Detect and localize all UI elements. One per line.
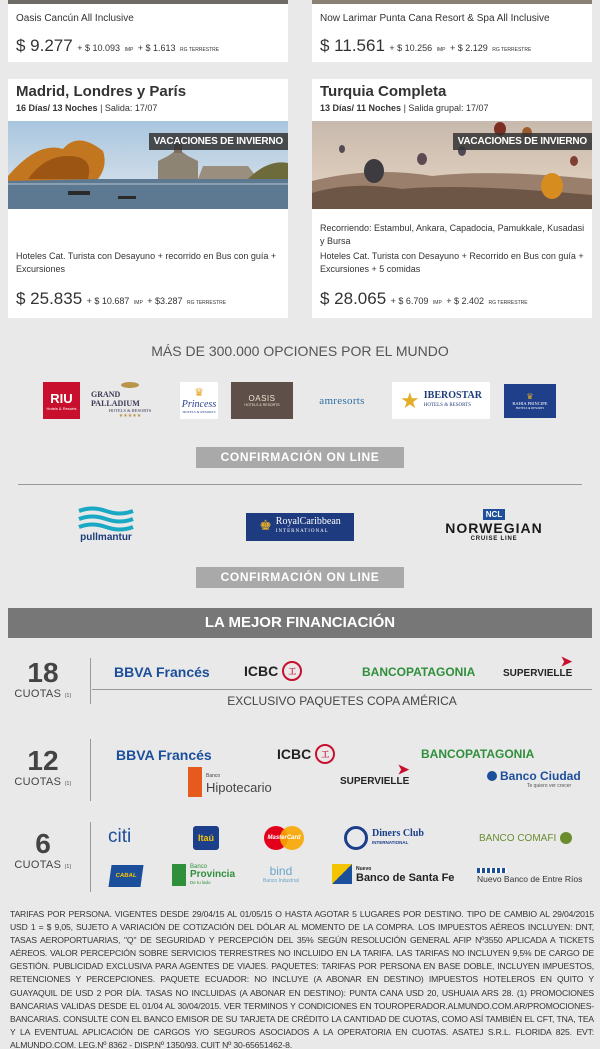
- comafi-emblem-icon: [560, 832, 572, 844]
- price-extra-terrestre: + $3.287: [147, 296, 183, 306]
- banco-patagonia-logo[interactable]: BANCOPATAGONIA: [362, 665, 476, 679]
- price-line: [320, 36, 531, 56]
- hotel-photo-strip: [8, 0, 288, 4]
- tour-card-turquia[interactable]: [312, 79, 592, 318]
- diners-emblem-icon: [344, 826, 368, 850]
- amresorts-logo[interactable]: amresorts: [319, 394, 365, 407]
- hotel-name: Now Larimar Punta Cana Resort & Spa All Inclusive: [320, 13, 550, 24]
- price-extra-terrestre: + $ 1.613: [137, 43, 176, 53]
- tour-description: Hoteles Cat. Turista con Desayuno + Recorrido en Bus con guía + Excursiones + 5 comidas: [320, 251, 584, 274]
- divider: [18, 484, 582, 485]
- citi-logo[interactable]: citi: [108, 826, 132, 847]
- tour-title: Madrid, Londres y París: [16, 83, 187, 100]
- royal-caribbean-logo[interactable]: ♚ RoyalCaribbean INTERNATIONAL: [246, 513, 354, 541]
- banco-hipotecario-logo[interactable]: Banco Hipotecario: [188, 767, 272, 797]
- banco-patagonia-logo[interactable]: BANCOPATAGONIA: [421, 747, 535, 761]
- oasis-logo[interactable]: OASIS HOTELS & RESORTS: [231, 382, 293, 419]
- princess-crown-icon: ♛: [194, 386, 204, 399]
- bbva-frances-logo[interactable]: BBVA Francés: [116, 747, 212, 763]
- iberostar-star-icon: ★: [400, 387, 420, 413]
- price: $ 28.065: [320, 289, 387, 308]
- ciudad-emblem-icon: [487, 771, 497, 781]
- supervielle-arrow-icon: ➤: [397, 761, 410, 777]
- tour-duration: 16 Días/ 13 Noches: [16, 103, 98, 113]
- price-imp-label: IMP: [432, 300, 442, 306]
- cuotas-6: 6 CUOTAS (1): [14, 828, 72, 871]
- grand-palladium-logo[interactable]: GRAND PALLADIUM HOTELS & RESORTS ★★★★★: [91, 382, 169, 419]
- tour-subtitle: [320, 103, 488, 113]
- norwegian-logo[interactable]: NCL NORWEGIAN CRUISE LINE: [445, 509, 543, 542]
- bahia-crown-icon: ♛: [526, 391, 534, 401]
- bbva-frances-logo[interactable]: BBVA Francés: [114, 664, 210, 680]
- santa-fe-emblem-icon: [332, 864, 352, 884]
- divider-vertical: [90, 739, 91, 801]
- tour-title: Turquia Completa: [320, 83, 447, 100]
- price-extra-tax: + $ 6.709: [390, 296, 429, 306]
- provincia-emblem-icon: [172, 864, 186, 886]
- price: $ 9.277: [16, 36, 73, 55]
- confirmacion-online-banner[interactable]: CONFIRMACIÓN ON LINE: [196, 567, 404, 588]
- diners-club-logo[interactable]: Diners Club INTERNATIONAL: [344, 826, 424, 850]
- price-extra-terrestre: + $ 2.129: [449, 43, 488, 53]
- price-rg-label: RG TERRESTRE: [492, 47, 532, 53]
- itau-logo[interactable]: Itaú: [193, 826, 219, 850]
- bind-logo[interactable]: bind Banco Industrial: [263, 864, 299, 884]
- exclusive-note: EXCLUSIVO PAQUETES COPA AMÉRICA: [227, 694, 457, 708]
- tour-photo: [8, 121, 288, 209]
- icbc-logo[interactable]: ICBC 工: [277, 744, 335, 764]
- confirmacion-online-banner[interactable]: CONFIRMACIÓN ON LINE: [196, 447, 404, 468]
- cuotas-18: 18 CUOTAS (1): [14, 657, 72, 700]
- icbc-emblem-icon: 工: [282, 661, 302, 681]
- price-rg-label: RG TERRESTRE: [180, 47, 220, 53]
- price-extra-tax: + $ 10.093: [77, 43, 120, 53]
- price-line: [320, 289, 528, 309]
- divider-vertical: [90, 822, 91, 892]
- nuevo-banco-entre-rios-logo[interactable]: Nuevo Banco de Entre Ríos: [477, 868, 582, 884]
- price-rg-label: RG TERRESTRE: [488, 300, 528, 306]
- banco-comafi-logo[interactable]: BANCO COMAFI: [479, 832, 572, 844]
- tour-route: Recorriendo: Estambul, Ankara, Capadocia, Pamukkale, Kusadasi y Bursa: [320, 223, 585, 246]
- hotel-name: Oasis Cancún All Inclusive: [16, 13, 134, 24]
- banco-ciudad-logo[interactable]: Banco Ciudad Te quiero ver crecer: [487, 769, 581, 789]
- entre-rios-emblem-icon: [477, 868, 507, 873]
- price-extra-terrestre: + $ 2.402: [446, 296, 485, 306]
- hotel-card-oasis[interactable]: [8, 0, 288, 62]
- vacaciones-badge: VACACIONES DE INVIERNO: [149, 133, 288, 150]
- mastercard-logo[interactable]: MasterCard: [264, 826, 304, 850]
- price: $ 25.835: [16, 289, 83, 308]
- price-rg-label: RG TERRESTRE: [186, 300, 227, 306]
- pullmantur-logo[interactable]: pullmantur: [75, 503, 137, 545]
- palladium-stars: ★★★★★: [118, 414, 142, 419]
- iberostar-logo[interactable]: ★ IBEROSTAR HOTELS & RESORTS: [392, 382, 490, 419]
- price-extra-tax: + $ 10.687: [86, 296, 130, 306]
- cabal-logo[interactable]: CABAL: [108, 865, 143, 887]
- price-imp-label: IMP: [133, 300, 143, 306]
- divider-vertical: [90, 658, 91, 704]
- riu-logo[interactable]: RIU Hotels & Resorts: [43, 382, 80, 419]
- tour-departure: | Salida grupal: 17/07: [403, 103, 489, 113]
- financing-header: LA MEJOR FINANCIACIÓN: [8, 608, 592, 638]
- banco-provincia-logo[interactable]: Banco Provincia De tu lado: [172, 863, 235, 887]
- cuotas-12: 12 CUOTAS (1): [14, 745, 72, 788]
- options-title: MÁS DE 300.000 OPCIONES POR EL MUNDO: [151, 343, 449, 359]
- palladium-emblem-icon: [121, 382, 139, 388]
- icbc-logo[interactable]: ICBC 工: [244, 661, 302, 681]
- pullmantur-waves-icon: [77, 506, 135, 532]
- legal-footnote: TARIFAS POR PERSONA. VIGENTES DESDE 29/04/15 AL 01/05/15 O HASTA AGOTAR 5 LUGARES POR DESTINO. TIPO DE CAMBIO AL 29/04/2015 USD 1 = $ 9,05, SUJETO A VARIACIÓN DE COTIZACIÓN DEL DÓLAR AL MOMENTO DE LA COMPRA. LOS IMPUESTOS AÉREOS INCLUYEN: DNT, TASAS AEROPORTUARIAS, "Q" DE SEGURIDAD Y PERCEPCIÓN DEL 35% SEGÚN RESOLUCIÓN GENERAL AFIP Nº3550 APLICADA A TICKETS AÉREOS. VALOR PERCEPCIÓN SOBRE SERVICIOS TERRESTRES NO INCLUIDO EN LA TARIFA. LAS TARIFAS NO INCLUYEN 9,5% DE CARGO DE GESTIÓN. PUBLICIDAD EXCLUSIVA PARA AGENTES DE VIAJES. PAQUETES: TARIFAS POR PERSONA EN BASE DOBLE, INCLUYEN IMPUESTOS, RETENCIONES Y PERCEPCIONES. PAQUETE ECUADOR: NO INCLUYE (A ABONAR EN DESTINO) IMPUESTOS HOTELEROS EN QUITO Y GUAYAQUIL DE USD 2 POR DÍA. TASAS NO INCLUIDAS (A ABONAR EN DESTINO): PUNTA CANA USD 20, USHUAIA ARS 28. (1) PROMOCIONES BANCARIAS VALIDAS DESDE EL 01/04 AL 30/04/2015. VER TERMINOS Y CONDICIONES EN TOUROPERADOR.ALMUNDO.COM.AR/PROMOCIONES-BANCARIAS. CONSULTE CON EL BANCO EMISOR DE SU TARJETA DE CRÉDITO LA CANTIDAD DE CUOTAS, COMO ASÍ TAMBIÉN EL CFT, TNA, TEA Y LA EVENTUAL APLICACIÓN DE CARGOS Y/O SEGUROS ASOCIADOS A LA OPERATORIA EN CUOTAS. ASATEJ S.R.L. FLORIDA 825. EVT: ALMUNDO.COM. LEG.Nº 8362 - DISP.Nº 1350/93. CUIT Nº 30-65651462-8.: [10, 909, 594, 1049]
- vacaciones-badge: VACACIONES DE INVIERNO: [453, 133, 592, 150]
- divider: [92, 689, 592, 690]
- hotel-photo-strip: [312, 0, 592, 4]
- supervielle-logo[interactable]: ➤ SUPERVIELLE: [503, 653, 573, 679]
- supervielle-arrow-icon: ➤: [560, 653, 573, 669]
- tour-photo: [312, 121, 592, 209]
- supervielle-logo[interactable]: ➤ SUPERVIELLE: [340, 761, 410, 787]
- price-line: [16, 36, 219, 56]
- royal-crown-icon: ♚: [259, 519, 272, 534]
- tour-description: Hoteles Cat. Turista con Desayuno + recorrido en Bus con guía + Excursiones: [16, 251, 277, 274]
- price-line: [16, 289, 226, 309]
- icbc-emblem-icon: 工: [315, 744, 335, 764]
- price-extra-tax: + $ 10.256: [389, 43, 433, 53]
- bahia-principe-logo[interactable]: ♛ BAHIA PRINCIPE HOTELS & RESORTS: [504, 384, 556, 418]
- price-imp-label: IMP: [124, 47, 134, 53]
- price-imp-label: IMP: [436, 47, 446, 53]
- tour-card-madrid[interactable]: [8, 79, 288, 318]
- princess-logo[interactable]: ♛ Princess HOTELS & RESORTS: [180, 382, 218, 419]
- ncl-badge: NCL: [483, 509, 505, 520]
- banco-santa-fe-logo[interactable]: Nuevo Banco de Santa Fe: [332, 864, 454, 884]
- tour-subtitle: [16, 103, 157, 113]
- tour-duration: 13 Días/ 11 Noches: [320, 103, 402, 113]
- tour-departure: | Salida: 17/07: [100, 103, 158, 113]
- price: $ 11.561: [320, 36, 385, 55]
- hotel-card-now-larimar[interactable]: [312, 0, 592, 62]
- hipotecario-emblem-icon: [188, 767, 202, 797]
